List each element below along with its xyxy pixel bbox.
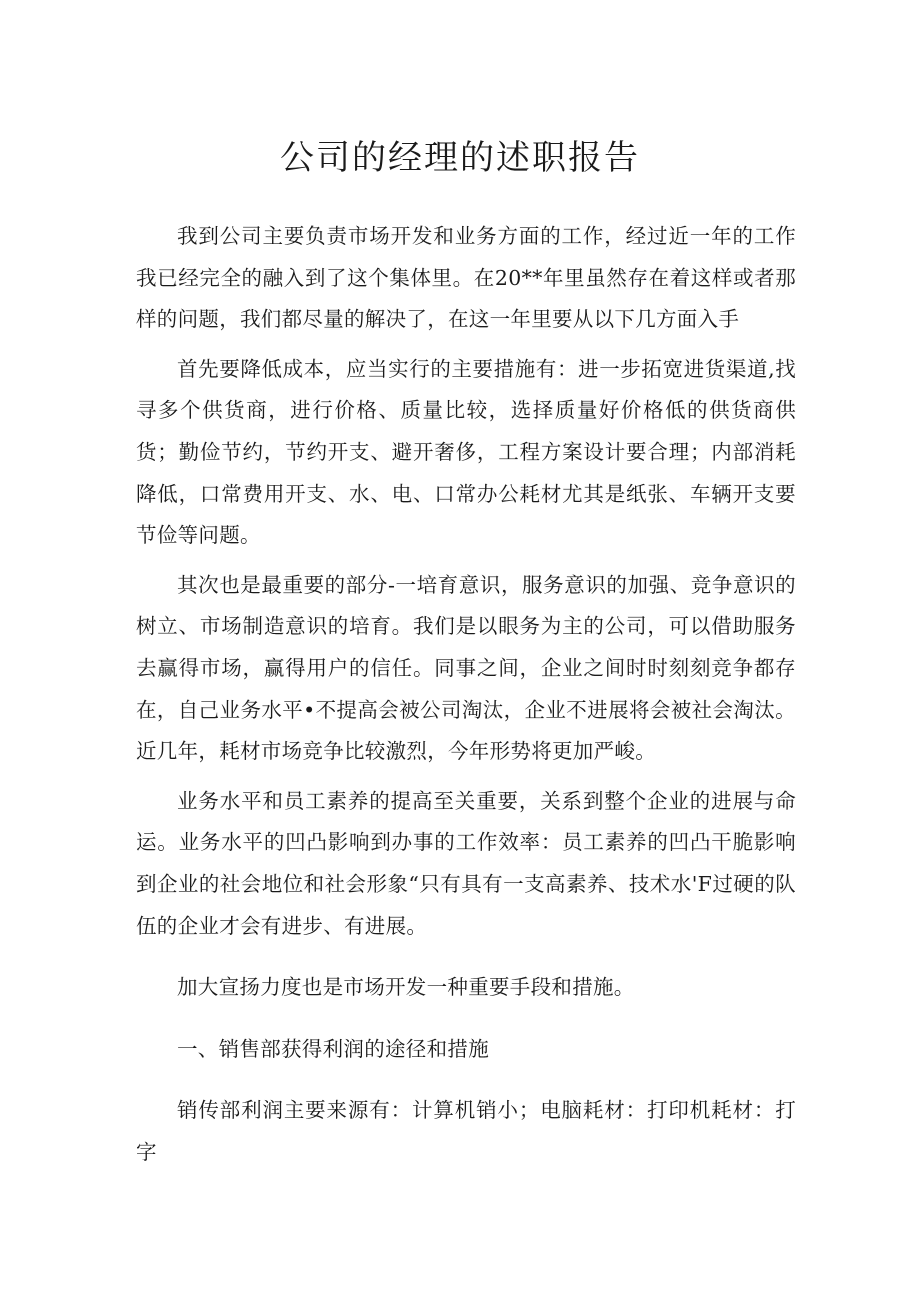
paragraph-promotion: 加大宣扬力度也是市场开发一种重要手段和措施。 (177, 975, 635, 1000)
paragraph-awareness: 其次也是最重要的部分-一培育意识，服务意识的加强、竞争意识的树立、市场制造意识的培育。我们是以眼务为主的公司，可以借助服务去赢得市场，赢得用户的信任。同事之间，企业之间时时刻刻竞争都存在，自己业务水平•不提高会被公司淘汰，企业不进展将会被社会淘汰。近几年，耗材市场竞争比较激烈，今年形势将更加严峻。 (136, 572, 796, 764)
paragraph-staff-quality: 业务水平和员工素养的提高至关重要，关系到整个企业的进展与命运。业务水平的凹凸影响到办事的工作效率：员工素养的凹凸干脆影响到企业的社会地位和社会形象“只有具有一支高素养、技术水'F过硬的队伍的企业才会有进步、有进展。 (136, 788, 796, 938)
document-body (136, 216, 796, 1173)
paragraph-cost-reduction: 首先要降低成本，应当实行的主要措施有：进一步拓宽进货渠道,找寻多个供货商，进行价格、质量比较，选择质量好价格低的供货商供货；勤俭节约，节约开支、避开奢侈，工程方案设计要合理；内部消耗降低，口常费用开支、水、电、口常办公耗材尤其是纸张、车辆开支要节俭等问题。 (136, 356, 796, 548)
section-heading-profit: 一、销售部获得利润的途径和措施 (177, 1036, 489, 1061)
paragraph-intro: 我到公司主要负责市场开发和业务方面的工作，经过近一年的工作我已经完全的融入到了这个集体里。在20**年里虽然存在着这样或者那样的问题，我们都尽量的解决了，在这一年里要从以下几方面入手 (136, 224, 796, 332)
document-title: 公司的经理的述职报告 (280, 138, 640, 178)
paragraph-profit-sources: 销传部利润主要来源有：计算机销小；电脑耗材：打印机耗材：打字 (136, 1098, 796, 1164)
